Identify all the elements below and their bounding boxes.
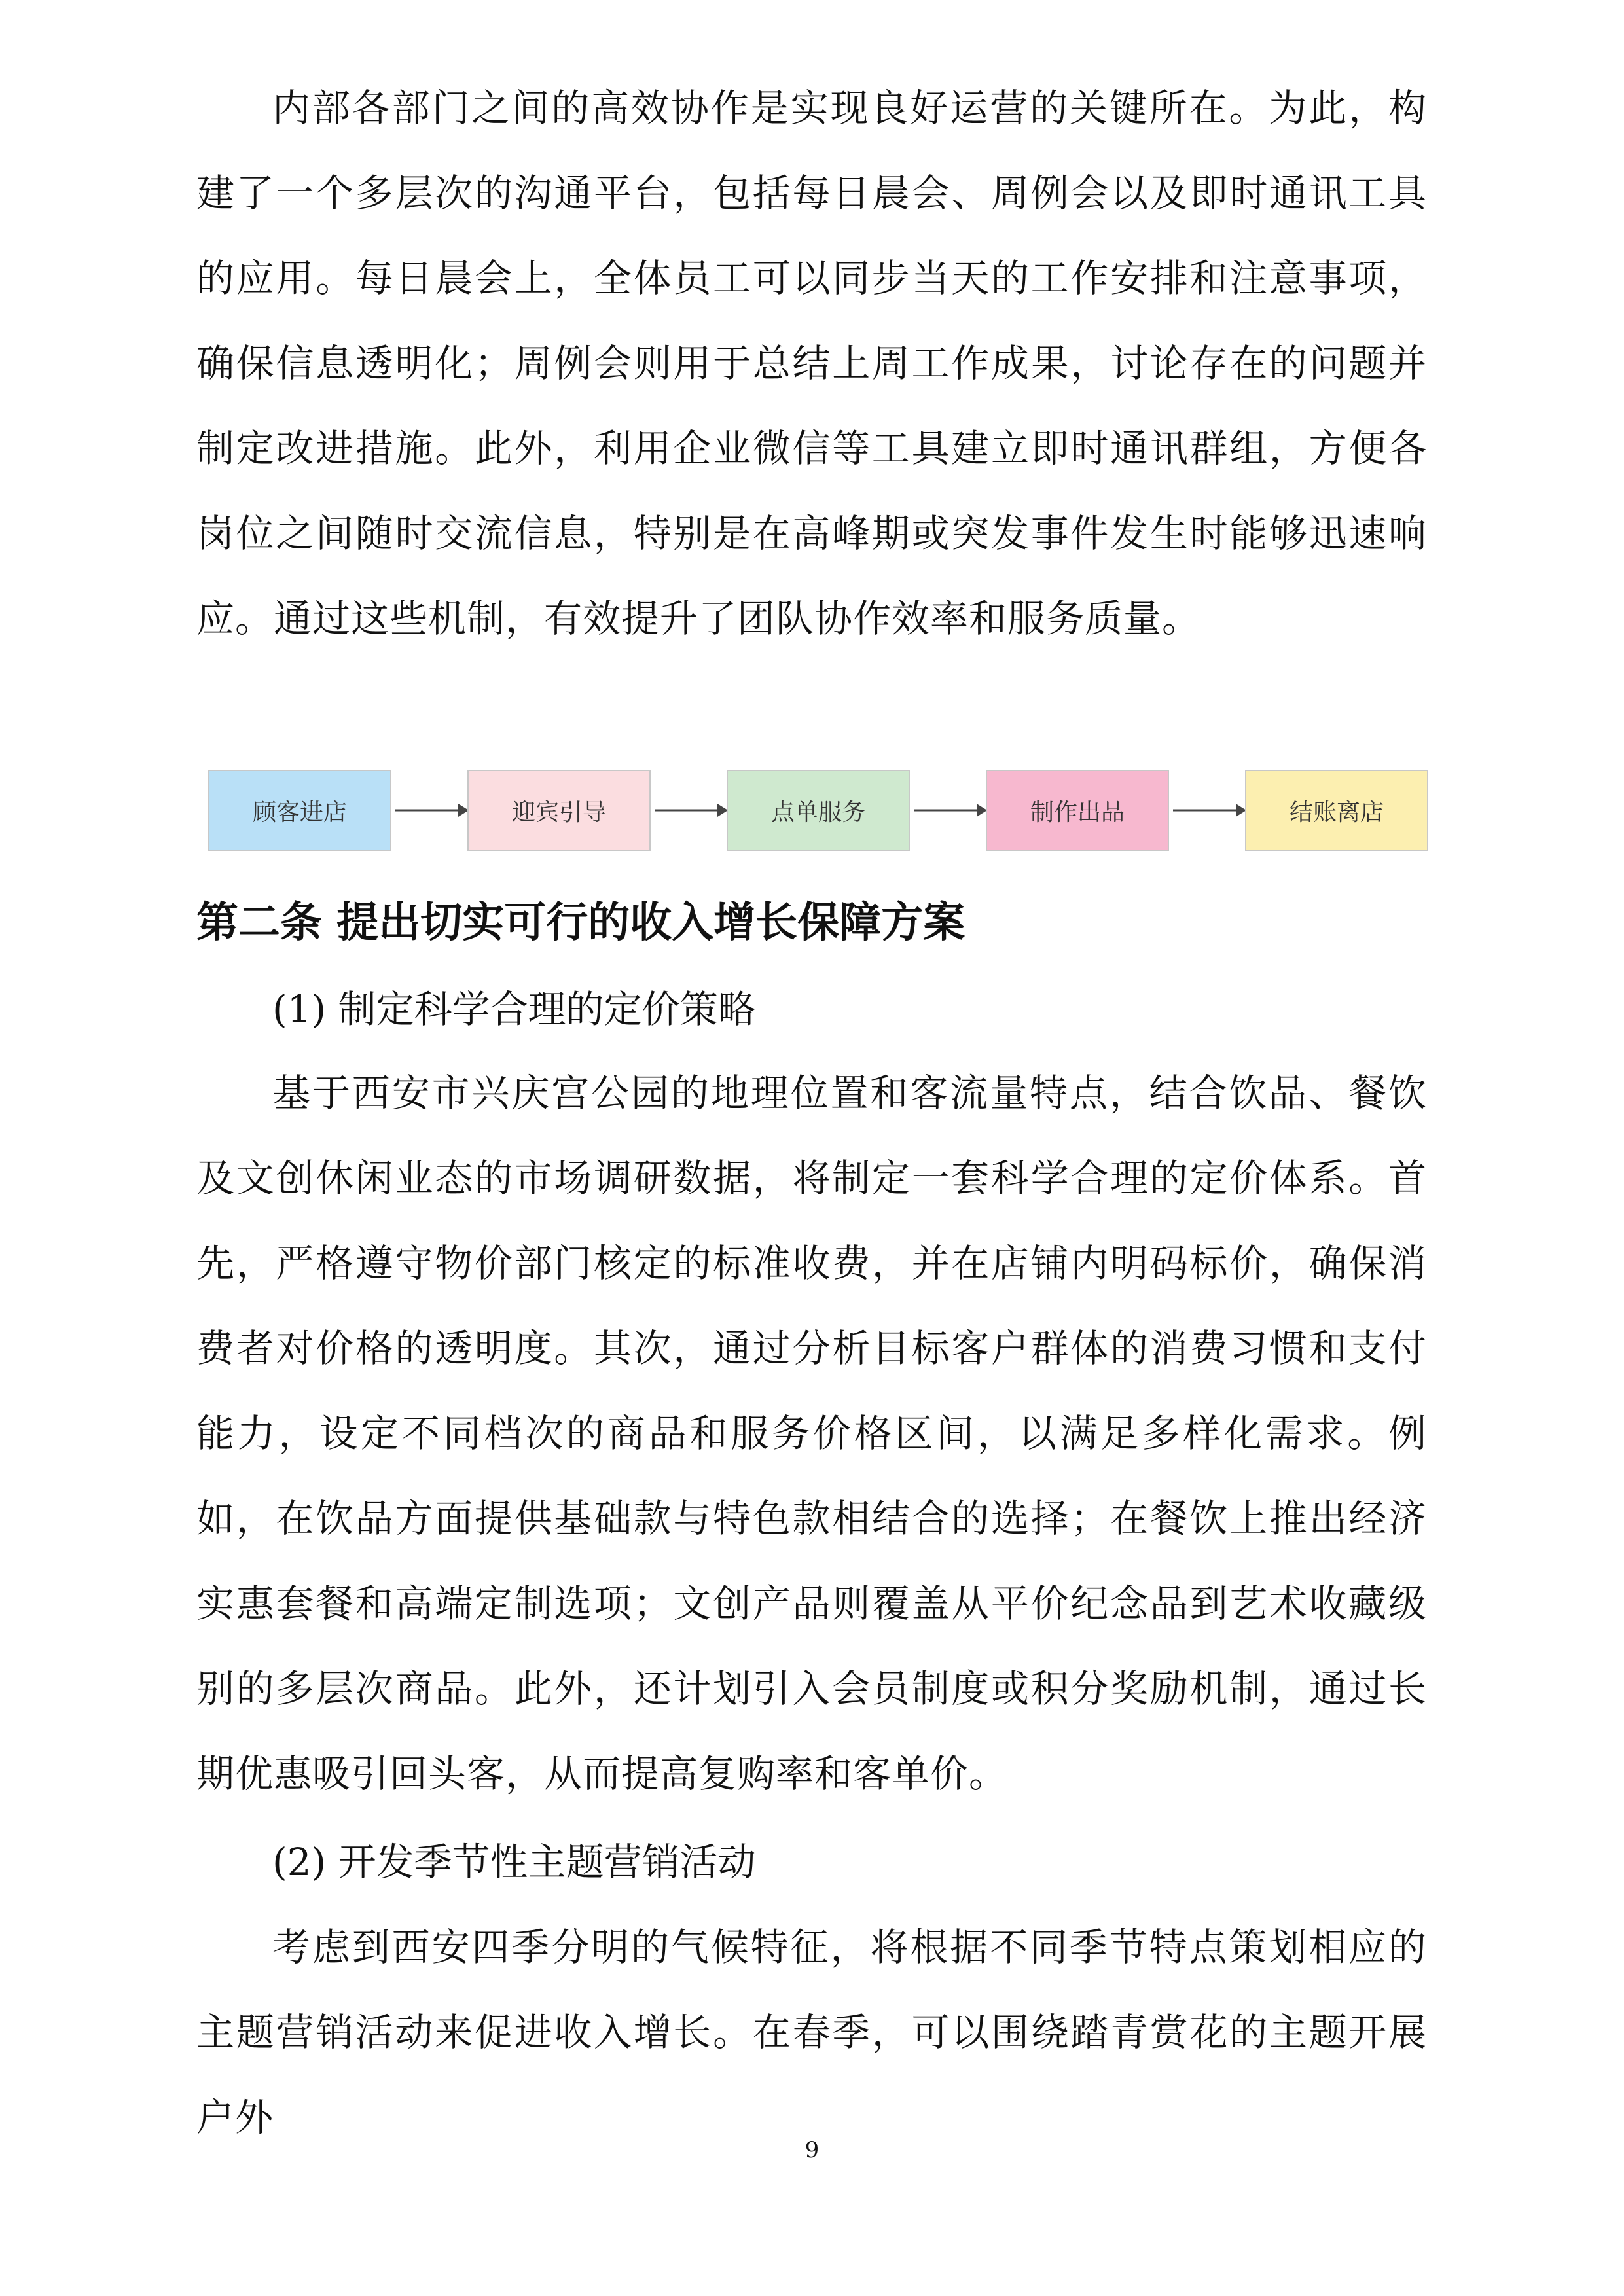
flow-step-3-label: 点单服务 xyxy=(770,798,865,826)
flow-arrow-2 xyxy=(655,801,728,819)
paragraph-seasonal: 考虑到西安四季分明的气候特征，将根据不同季节特点策划相应的主题营销活动来促进收入增长。在春季，可以围绕踏青赏花的主题开展户外 xyxy=(196,1925,1427,2140)
flow-step-5 xyxy=(1245,770,1428,851)
paragraph-pricing: 基于西安市兴庆宫公园的地理位置和客流量特点，结合饮品、餐饮及文创休闲业态的市场调研数据，将制定一套科学合理的定价体系。首先，严格遵守物价部门核定的标准收费，并在店铺内明码标价，确保消费者对价格的透明度。其次，通过分析目标客户群体的消费习惯和支付能力，设定不同档次的商品和服务价格区间，以满足多样化需求。例如，在饮品方面提供基础款与特色款相结合的选择；在餐饮上推出经济实惠套餐和高端定制选项；文创产品则覆盖从平价纪念品到艺术收藏级别的多层次商品。此外，还计划引入会员制度或积分奖励机制，通过长期优惠吸引回头客，从而提高复购率和客单价。 xyxy=(196,1071,1427,1796)
flow-step-1-label: 顾客进店 xyxy=(252,798,347,826)
flow-step-2-label: 迎宾引导 xyxy=(511,798,606,826)
service-flowchart xyxy=(208,770,1428,853)
page-number: 9 xyxy=(804,2137,820,2163)
flow-step-4-label: 制作出品 xyxy=(1030,798,1125,826)
subheading-seasonal: (2) 开发季节性主题营销活动 xyxy=(272,1840,756,1884)
flow-step-2 xyxy=(467,770,651,851)
flow-arrow-3 xyxy=(914,801,987,819)
section-heading: 第二条 提出切实可行的收入增长保障方案 xyxy=(196,899,965,947)
flow-arrow-1 xyxy=(395,801,469,819)
flow-step-3 xyxy=(727,770,910,851)
flow-arrow-4 xyxy=(1173,801,1246,819)
flow-step-5-label: 结账离店 xyxy=(1289,798,1384,826)
flow-step-1 xyxy=(208,770,391,851)
paragraph-collaboration: 内部各部门之间的高效协作是实现良好运营的关键所在。为此，构建了一个多层次的沟通平台，包括每日晨会、周例会以及即时通讯工具的应用。每日晨会上，全体员工可以同步当天的工作安排和注意事项，确保信息透明化；周例会则用于总结上周工作成果，讨论存在的问题并制定改进措施。此外，利用企业微信等工具建立即时通讯群组，方便各岗位之间随时交流信息，特别是在高峰期或突发事件发生时能够迅速响应。通过这些机制，有效提升了团队协作效率和服务质量。 xyxy=(196,86,1427,641)
subheading-pricing: (1) 制定科学合理的定价策略 xyxy=(272,987,756,1031)
flow-step-4 xyxy=(986,770,1169,851)
